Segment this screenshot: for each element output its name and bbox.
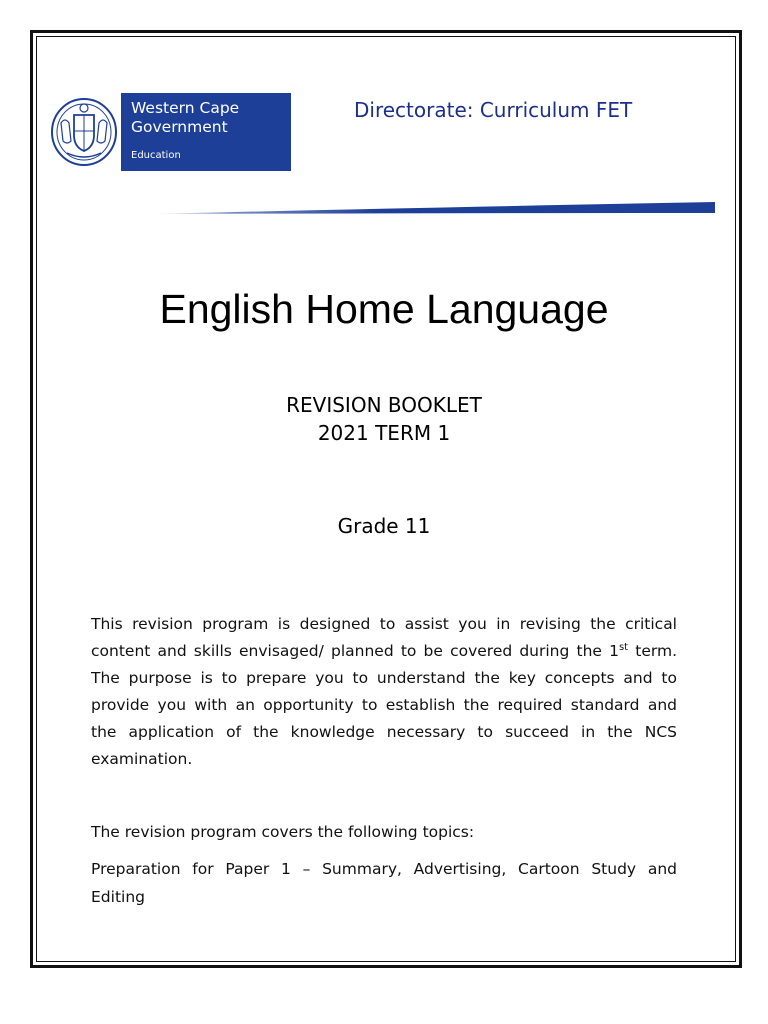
topics-intro-text: The revision program covers the following topics: <box>91 823 475 841</box>
intro-line-3: The purpose is to prepare you to understand the key concepts and to <box>91 669 677 687</box>
grade-heading: Grade 11 <box>337 514 431 538</box>
topics-line-1: Preparation for Paper 1 – Summary, Advertising, Cartoon Study and <box>91 860 677 878</box>
intro-line-6: examination. <box>91 750 193 768</box>
intro-line-1: This revision program is designed to assist you in revising the critical <box>91 615 677 633</box>
subtitle-revision-booklet: REVISION BOOKLET <box>286 393 482 417</box>
logo-line-1: Western Cape <box>131 99 240 117</box>
document-title: English Home Language <box>159 286 609 332</box>
intro-line-5: the application of the knowledge necessary to succeed in the NCS <box>91 723 677 741</box>
topics-line-2: Editing <box>91 888 145 906</box>
coat-of-arms-crest <box>47 93 121 171</box>
crest-icon <box>47 93 121 171</box>
intro-line-2-superscript: st <box>618 641 629 653</box>
directorate-heading: Directorate: Curriculum FET <box>354 98 633 122</box>
intro-line-2-text: content and skills envisaged/ planned to be covered during the 1 <box>91 642 619 660</box>
western-cape-government-logo <box>47 93 291 171</box>
intro-paragraph <box>91 611 677 773</box>
subtitle-term: 2021 TERM 1 <box>317 421 451 445</box>
logo-subline: Education <box>131 150 181 161</box>
intro-line-4: provide you with an opportunity to establish the required standard and <box>91 696 677 714</box>
intro-line-2 <box>91 638 677 665</box>
intro-line-2-end: term. <box>628 642 678 660</box>
logo-line-2: Government <box>131 118 228 136</box>
header-swoosh-divider <box>0 198 768 220</box>
